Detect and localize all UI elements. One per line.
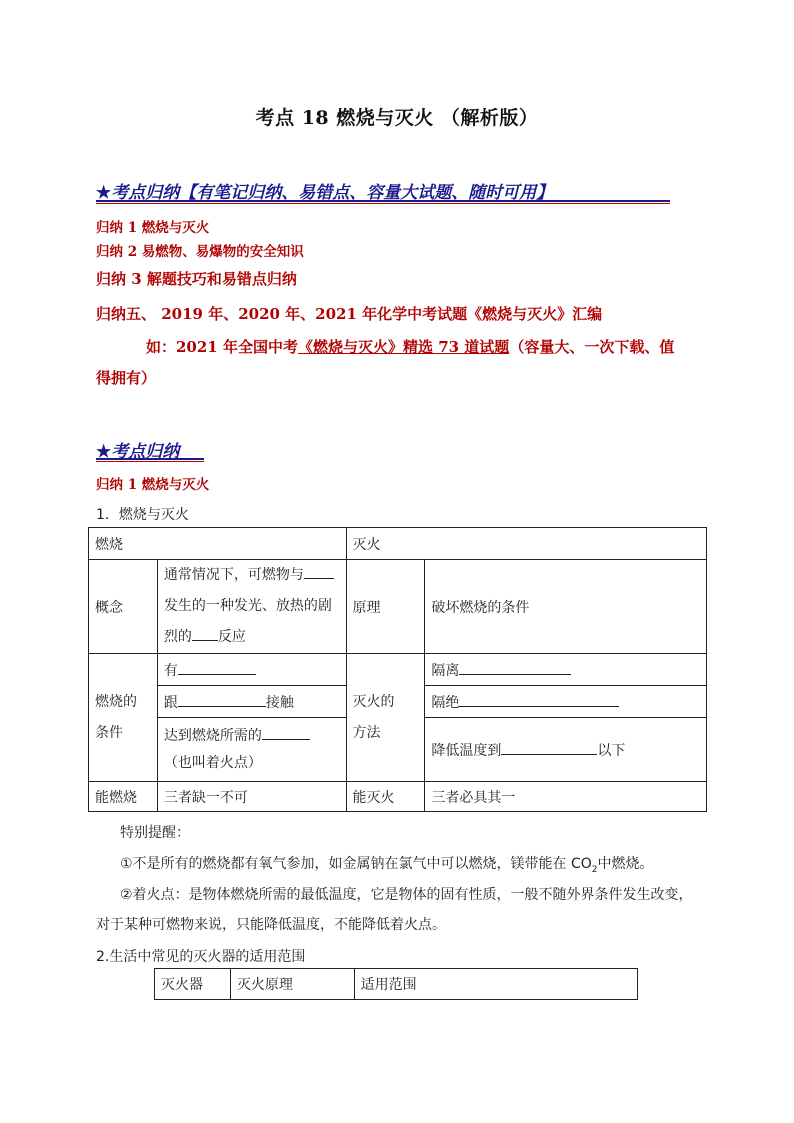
notes-title: 特别提醒：	[120, 825, 190, 841]
note-2: ②着火点：是物体燃烧所需的最低温度，它是物体的固有性质，一般不随外界条件发生改变，	[120, 887, 693, 903]
condition-1: 有	[157, 654, 346, 686]
banner-underline-red	[96, 203, 670, 204]
banner-underline	[96, 458, 204, 460]
page-title: 考点 18 燃烧与灭火 （解析版）	[255, 107, 539, 129]
combustion-table	[88, 527, 707, 812]
toc-item[interactable]: 归纳 1 燃烧与灭火	[96, 220, 210, 236]
blank-line[interactable]	[459, 692, 619, 707]
blank-line[interactable]	[459, 660, 571, 675]
can-extinguish-label: 能灭火	[346, 782, 425, 812]
principle-label: 原理	[346, 560, 425, 654]
method-3: 降低温度到 以下	[425, 718, 707, 782]
toc-subitem-line2: 得拥有）	[96, 369, 157, 387]
toc-subitem: 如：2021 年全国中考《燃烧与灭火》精选 73 道试题（容量大、一次下载、值	[146, 338, 675, 356]
subsection-heading: 1．燃烧与灭火	[96, 507, 189, 523]
concept-label: 概念	[89, 560, 158, 654]
method-2: 隔绝	[425, 686, 707, 718]
method-1: 隔离	[425, 654, 707, 686]
blank-line[interactable]	[262, 725, 310, 740]
banner-underline	[96, 200, 670, 202]
subsection-heading: 2.生活中常见的灭火器的适用范围	[96, 949, 306, 965]
banner-text: 考点归纳【有笔记归纳、易错点、容量大试题、随时可用】	[111, 183, 554, 203]
note-1: ①不是所有的燃烧都有氧气参加，如金属钠在氯气中可以燃烧，镁带能在 $CO_2$中燃烧。	[120, 856, 654, 875]
method-label: 灭火的 方法	[346, 654, 425, 782]
blank-line[interactable]	[192, 626, 218, 641]
condition-label: 燃烧的 条件	[89, 654, 158, 782]
table-header-combustion: 燃烧	[89, 528, 347, 560]
condition-3: 达到燃烧所需的 （也叫着火点）	[157, 718, 346, 782]
banner-text: 考点归纳	[111, 442, 180, 462]
toc-link[interactable]: 《燃烧与灭火》精选 73 道试题	[297, 338, 510, 356]
table2-header: 灭火原理	[230, 969, 354, 1000]
principle-text: 破坏燃烧的条件	[425, 560, 707, 654]
blank-line[interactable]	[178, 692, 266, 707]
can-extinguish-text: 三者必具其一	[425, 782, 707, 812]
table2-header: 灭火器	[155, 969, 231, 1000]
extinguisher-table	[154, 968, 638, 1000]
star-icon: ★	[96, 183, 112, 203]
star-icon: ★	[96, 442, 112, 462]
note-3: 对于某种可燃物来说，只能降低温度，不能降低着火点。	[96, 917, 446, 933]
table2-header: 适用范围	[354, 969, 637, 1000]
toc-item[interactable]: 归纳 3 解题技巧和易错点归纳	[96, 270, 297, 288]
blank-line[interactable]	[304, 564, 334, 579]
can-burn-text: 三者缺一不可	[157, 782, 346, 812]
table-header-extinguish: 灭火	[346, 528, 706, 560]
condition-2: 跟 接触	[157, 686, 346, 718]
section-heading: 归纳 1 燃烧与灭火	[96, 477, 210, 493]
blank-line[interactable]	[501, 740, 597, 755]
blank-line[interactable]	[178, 660, 256, 675]
can-burn-label: 能燃烧	[89, 782, 158, 812]
concept-text: 通常情况下，可燃物与 发生的一种发光、放热的剧 烈的 反应	[157, 560, 346, 654]
toc-item[interactable]: 归纳 2 易燃物、易爆物的安全知识	[96, 244, 304, 260]
toc-item[interactable]: 归纳五、 2019 年、2020 年、2021 年化学中考试题《燃烧与灭火》汇编	[96, 305, 603, 323]
banner-underline-red	[96, 461, 204, 462]
